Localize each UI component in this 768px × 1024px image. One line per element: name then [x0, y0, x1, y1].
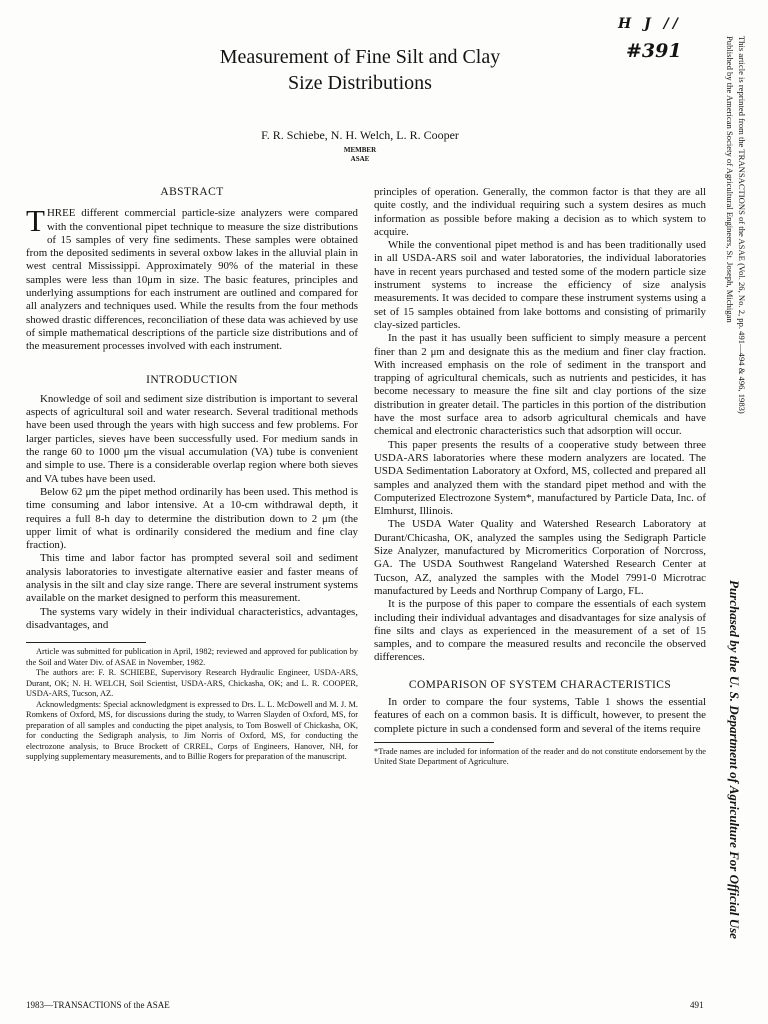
page-number: 491 [690, 1000, 704, 1010]
handwritten-mark: H J // [618, 16, 682, 32]
abstract-paragraph [26, 203, 358, 353]
body-paragraph-3: In the past it has usually been sufficient to simply measure a percent finer than 2 μm and designate this as the medium and finer clay fraction. With increased emphasis on the role of sediment in the transport and trapping of agricultural chemicals, such as nutrients and pesticides, it has become necessary to measure the fine silt and clay portions of the size distribution in greater detail. The particles in this portion of the distribution have the most surface area to adsorb agricultural chemicals and have chemical and electronic characteristics such that adsorption will occur. [374, 332, 706, 438]
footnote-authors: The authors are: F. R. SCHIEBE, Supervisory Research Hydraulic Engineer, USDA-ARS, Durant, OK; N. H. WELCH, Soil Scientist, USDA-ARS, Chickasha, OK; and L. R. COOPER, USDA-ARS, Tucson, AZ. [26, 668, 358, 699]
footnote-submission: Article was submitted for publication in April, 1982; reviewed and approved for publication by the Soil and Water Div. of ASAE in November, 1982. [26, 647, 358, 667]
title-line-2: Size Distributions [288, 72, 432, 94]
body-paragraph-4: This paper presents the results of a cooperative study between three USDA-ARS laboratories where these modern analyzers are located. The USDA Sedimentation Laboratory at Oxford, MS, collected and prepared all samples and analyzed them with the standard pipet method and with the Computerized Electrozone System*, manufactured by Particle Data, Inc. of Elmhurst, Illinois. [374, 438, 706, 518]
official-use-stamp: Purchased by the U. S. Department of Agriculture For Official Use [727, 580, 742, 939]
journal-footer: 1983—TRANSACTIONS of the ASAE [26, 1000, 170, 1010]
abstract-heading: ABSTRACT [160, 186, 224, 198]
introduction-heading: INTRODUCTION [146, 373, 238, 386]
handwritten-number: #391 [626, 40, 682, 62]
member-line-2: ASAE [350, 155, 370, 163]
abstract-text: HREE different commercial particle-size analyzers were compared with the conventional pipet technique to measure the size distributions of 15 samples of very fine sediments. These samples were obtained from the deposited sediments in several oxbow lakes in the alluvial plain in west central Mississippi. Approximately 90% of the material in these samples were less than 10μm in size. The basic features, principles and underlying assumptions for each instrument are outlined and compared for all analyzers and techniques used. While the results from the four methods showed drastic differences, reconciliation of these data was achieved by use of simple mathematical descriptions of the particle size distributions and of the measurement processes involved with each instrument. [26, 207, 358, 353]
member-line-1: MEMBER [343, 146, 377, 154]
paper-title [150, 44, 570, 96]
footnotes [26, 647, 358, 763]
body-paragraph-1: principles of operation. Generally, the common factor is that they are all quite costly, and the individual requiring such a system desires as much information as possible before making a decision as to which system to acquire. [374, 186, 706, 238]
body-paragraph-2: While the conventional pipet method is and has been traditionally used in all USDA-ARS soil and water laboratories, the individual laboratories have in recent years purchased and tested some of the modern particle size instrument systems to increase the efficiency of size analysis measurements. It was decided to compare these instrument systems using a set of 15 samples obtained from lake bottoms and consisting of primarily clay-sized particles. [374, 239, 706, 331]
footnote-divider [26, 642, 146, 643]
reprint-line-1: This article is reprinted from the TRANSACTIONS of the ASAE (Vol. 26, No. 2, pp. 491—494 & 496, 1983) [737, 36, 747, 414]
title-line-1: Measurement of Fine Silt and Clay [219, 46, 501, 68]
trade-footnote-divider [374, 742, 494, 743]
reprint-sidebar [724, 36, 748, 414]
right-column [374, 186, 706, 768]
footnote-acknowledgments: Acknowledgments: Special acknowledgment is expressed to Drs. L. L. McDowell and M. J. M. Romkens of Oxford, MS, for discussions during the study, to Warren Slayden of Oxford, MS, for preparation of all samples and conducting the pipet analysis, to Tom Boswell of Chickasha, OK, for conducting the Sedigraph analysis, to Jim Norris of Oxford, MS, for conducting the electrozone analysis, to Bruce Brockett of CRREL, Corps of Engineers, Hanover, NH, for supplying supplementary measurements, and to Billie Rogers for preparation of the manuscript. [26, 699, 358, 762]
intro-paragraph-2: Below 62 μm the pipet method ordinarily has been used. This method is time consuming and labor intensive. At a 10-cm withdrawal depth, it requires a full 8-h day to determine the distribution down to 2 μm (the upper limit of what is ordinarily considered the medium and fine clay fraction). [26, 485, 358, 552]
left-column [26, 186, 358, 763]
body-paragraph-5: The USDA Water Quality and Watershed Research Laboratory at Durant/Chicasha, OK, analyzed the samples using the Sedigraph Particle Size Analyzer, manufactured by Micromeritics Corporation of Norcross, GA. The USDA Southwest Rangeland Watershed Research Center at Tucson, AZ, analyzed the samples with the Model 7991-0 Microtrac manufactured by Leeds and Northrup Company of Largo, FL. [374, 518, 706, 597]
intro-paragraph-1: Knowledge of soil and sediment size distribution is important to several aspects of agricultural soil and water research. Several traditional methods have been used through the years with high success and few problems. For larger particles, sieves have been successfully used. For medium sands in the range 60 to 1000 μm the visual accumulation (VA) tube is convenient and simple to use. There is a considerable overlap region where both sieves and VA tubes have been used. [26, 392, 358, 485]
abstract-dropcap: T [26, 203, 45, 239]
body-paragraph-6: It is the purpose of this paper to compare the essentials of each system including their individual advantages and disadvantages for size analysis of fine silts and clays as experienced in the measurement of a set of 15 samples, and to compare the measured results and reconcile the observed differences. [374, 598, 706, 664]
trade-footnote: *Trade names are included for information of the reader and do not constitute endorsement by the United State Department of Agriculture. [374, 746, 706, 767]
comparison-heading: COMPARISON OF SYSTEM CHARACTERISTICS [408, 678, 672, 691]
reprint-line-2: Published by the American Society of Agricultural Engineers, St. Joseph, Michigan [725, 36, 735, 323]
member-note [150, 146, 570, 164]
body-paragraph-7: In order to compare the four systems, Table 1 shows the essential features of each on a common basis. It is difficult, however, to present the complete picture in such a condensed form and several of the items require [374, 695, 706, 735]
intro-paragraph-4: The systems vary widely in their individual characteristics, advantages, disadvantages, and [26, 605, 358, 631]
author-list: F. R. Schiebe, N. H. Welch, L. R. Cooper [261, 128, 459, 142]
intro-paragraph-3: This time and labor factor has prompted several soil and sediment analysis laboratories to investigate alternative easier and faster means of analysis in the silt and clay size range. There are several instrument systems available on the market designed to perform this measurement. [26, 552, 358, 605]
